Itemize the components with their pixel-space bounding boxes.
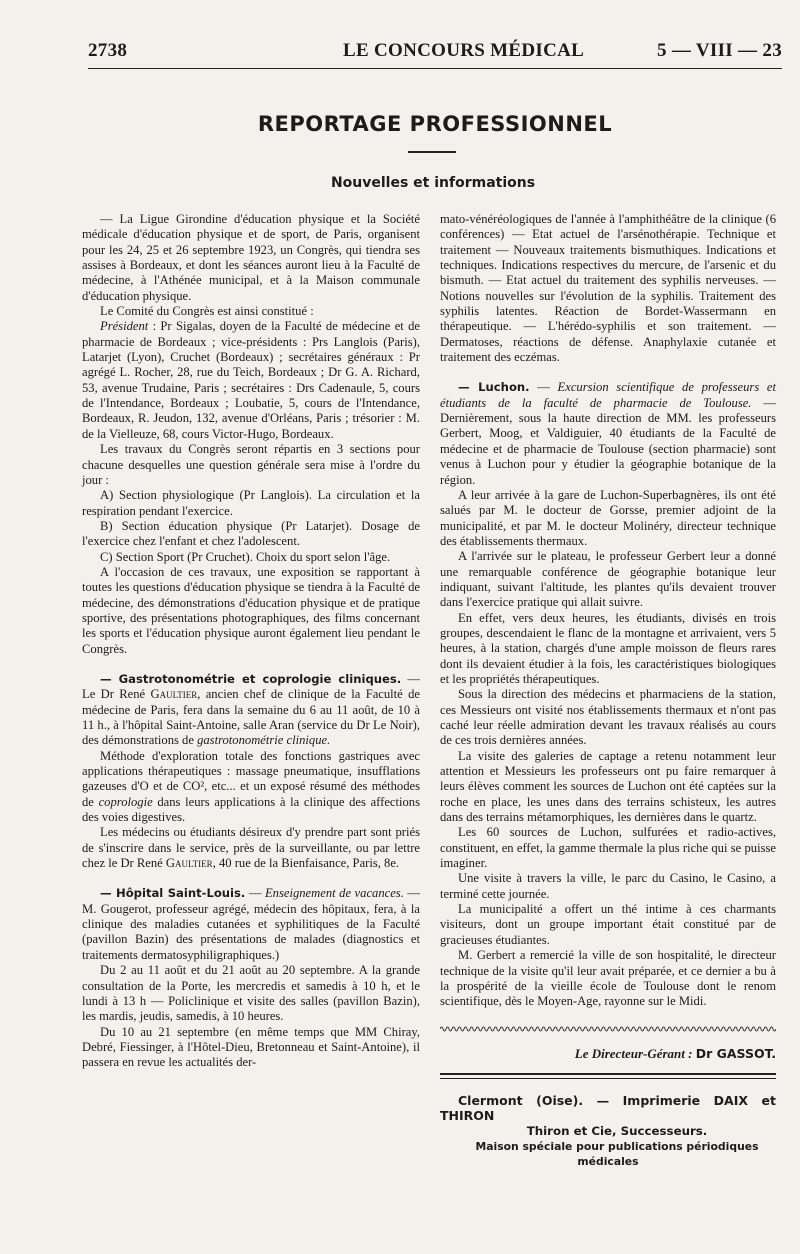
committee-text: : Pr Sigalas, doyen de la Faculté de médecine et de pharmacie de Bordeaux ; vice-présidents : Prs Langlois (Paris), Latarjet (Lyon), Cruchet (Bordeaux) ; secrétaires généraux : Pr agrégé L. Rocher, 28, rue du Teich, Bordeaux ; Dr G. A. Richard, 53, avenue Trudaine, Paris ; secrétaires : Drs Cadenaule, 5, cours de l'Intendance, Bordeaux ; Loubatie, 5, cours de l'Intendance, Bordeaux, R. Jeudon, 132, avenue d'Orléans, Paris ; trésorier : M. de la Vielleuze, 68, cours Victor-Hugo, Bordeaux.: [82, 319, 420, 441]
stlouis-continuation: mato-vénéréologiques de l'année à l'amphithéâtre de la clinique (6 conférences) — Etat actuel de l'arsénothérapie. Technique et traitement — Nouveaux traitements bismuthiques. Indications et techniques. Indications respectives du mercure, de l'arsenic et du bismuth. — Etat actuel du traitement des syphilis nerveuses. — Notions nouvelles sur l'évolution de la syphilis. Traitement des syphilis latentes. Réaction de Bordet-Wassermann en thérapeutique. — L'hérédo-syphilis et son traitement. — Dermatoses, réactions de défense. Anaphylaxie cutanée et traitement des eczémas.: [440, 212, 776, 365]
printer-line: Clermont (Oise). — Imprimerie DAIX et THIRON: [440, 1092, 776, 1124]
spacer: [82, 871, 420, 886]
congress-paragraph-8: A l'occasion de ces travaux, une exposition se rapportant à toutes les questions d'éducation physique se tiendra à la Faculté de médecine, des démonstrations d'éducation physique et de pratique sportive, des présentations photographiques, des films concernant les sports et l'éducation physique auront également lieu pendant le Congrès.: [82, 564, 420, 656]
section-title: REPORTAGE PROFESSIONNEL: [257, 112, 613, 136]
luchon-emphasis: Excursion scientifique de professeurs et étudiants de la faculté de pharmacie de Toulouse.: [440, 380, 777, 410]
luchon-paragraph-7: Les 60 sources de Luchon, sulfurées et radio-actives, constituent, en effet, la gamme thermale la plus riche qui se puisse imaginer.: [440, 825, 776, 871]
gastro-text-a: — Le Dr René: [82, 671, 420, 702]
congress-committee: [82, 319, 420, 442]
printer-specialty: Maison spéciale pour publications périodiques médicales: [475, 1139, 759, 1169]
luchon-text: — Dernièrement, sous la haute direction de MM. les professeurs Gerbert, Moog, et Valdiguier, 40 étudiants de la Faculté de médecine et de pharmacie de Toulouse (section pharmacie) sont venus à Luchon pour y étudier la géographie botanique de la région.: [440, 395, 776, 487]
director-label: Le Directeur-Gérant :: [574, 1045, 696, 1061]
gastro-paragraph-3: [82, 825, 420, 871]
right-column: [440, 212, 776, 1170]
congress-paragraph-2: Le Comité du Congrès est ainsi constitué :: [100, 304, 314, 319]
dash-separator: —: [529, 380, 558, 395]
luchon-paragraph-4: En effet, vers deux heures, les étudiants, divisés en trois groupes, descendaient le flanc de la montagne et arrivaient, vers 5 heures, à la station, chargés d'une ample moisson de fleurs rares dont ils devaient étudier à la fois, les caractéristiques biologiques et les propriétés thérapeutiques.: [440, 610, 776, 686]
section-c: C) Section Sport (Pr Cruchet). Choix du sport selon l'âge.: [100, 549, 391, 564]
congress-paragraph-1: — La Ligue Girondine d'éducation physique et la Société médicale d'éducation physique et de sport, de Paris, organisent pour les 24, 25 et 26 septembre 1923, un Congrès, qui tiendra ses assises à Bordeaux, et dont les séances auront lieu à la Faculté de médecine, à l'Athénée municipal, et à la Maison communale d'éducation physique.: [82, 212, 420, 303]
section-a: A) Section physiologique (Pr Langlois). La circulation et la respiration pendant l'exercice.: [82, 488, 420, 518]
stlouis-text: — M. Gougerot, professeur agrégé, médecin des hôpitaux, fera, à la clinique des maladies cutanées et syphilitiques de la Faculté (pavillon Bazin) des présentations de malades (diagnostics et traitements dermatosyphiligraphiques.): [82, 886, 420, 962]
author-name: Gaultier: [150, 687, 198, 702]
gastro-text-b: , ancien chef de clinique de la Faculté de médecine de Paris, fera dans la semaine du 6 au 11 août, de 10 à 11 h., à l'hôpital Saint-Antoine, salle Aran (service du Dr Le Noir), des démonstrations de: [82, 687, 420, 748]
running-head: [88, 40, 782, 66]
gastro-method-text: Méthode d'exploration totale des fonctions gastriques avec applications thérapeutiques : massage pneumatique, insufflations gazeuses d'O et de CO², etc... et un exposé résumé des méthodes de: [82, 748, 420, 809]
gastro-paragraph-2: [82, 749, 420, 826]
stlouis-heading: — Hôpital Saint-Louis.: [100, 886, 246, 901]
luchon-paragraph-3: A l'arrivée sur le plateau, le professeur Gerbert leur a donné une remarquable conférence de géographie botanique leur indiquant, suivant l'altitude, les plantes qu'ils devaient trouver dans l'exercice pratique qui allait suivre.: [440, 549, 776, 610]
director-name: Dr GASSOT.: [695, 1045, 776, 1061]
coprologie-emphasis: coprologie: [98, 794, 153, 809]
gastro-address: , 40 rue de la Bienfaisance, Paris, 8e.: [212, 856, 400, 871]
author-name: Gaultier: [165, 856, 213, 871]
stlouis-paragraph-3: Du 10 au 21 septembre (en même temps que MM Chiray, Debré, Fiessinger, à l'Hôtel-Dieu, Bretonneau et Saint-Antoine), il passera en revue les actualités der-: [82, 1024, 420, 1070]
stlouis-paragraph-1: [82, 886, 420, 963]
gastro-paragraph-1: [82, 672, 420, 749]
luchon-heading: — Luchon.: [458, 380, 530, 395]
luchon-paragraph-9: La municipalité a offert un thé intime à ces charmants visiteurs, dont un groupe important était constitué par de gracieuses étudiantes.: [440, 902, 776, 947]
stlouis-paragraph-2: Du 2 au 11 août et du 21 août au 20 septembre. A la grande consultation de la Porte, les mercredis et samedis à 10 h, et le lundi à 13 h — Policlinique et visite des salles (pavillon Bazin), les mardis, jeudis, samedis, à 10 heures.: [82, 963, 420, 1024]
congress-paragraph-4: Les travaux du Congrès seront répartis en 3 sections pour chacune desquelles une question générale sera mise à l'ordre du jour :: [82, 442, 420, 487]
issue-date: 5 — VIII — 23: [657, 40, 782, 61]
wavy-divider: [440, 1024, 776, 1034]
section-subtitle: Nouvelles et informations: [330, 175, 536, 191]
stlouis-emphasis: Enseignement de vacances.: [264, 886, 404, 901]
gastro-method-text-end: dans leurs applications à la clinique des affections des voies digestives.: [82, 794, 420, 825]
gastro-register-text: Les médecins ou étudiants désireux d'y prendre part sont priés de s'inscrire dans le service, près de la surveillante, ou par lettre chez le Dr René: [82, 825, 420, 871]
luchon-paragraph-10: M. Gerbert a remercié la ville de son hospitalité, le directeur technique de la visite qu'il leur avait préparée, et ce dernier a bu à la prospérité de la vieille école de Toulouse dont le renom scientifique, dès le Moyen-Age, rayonne sur le Midi.: [440, 948, 776, 1009]
luchon-paragraph-6: La visite des galeries de captage a retenu notamment leur attention et Messieurs les professeurs ont pu faire remarquer à leurs élèves comment les sources de Luchon ont été captées sur la roche en place, les unes dans des terrains schisteux, les autres dans des terrains métamorphiques, les dernières dans le quartz.: [440, 748, 776, 825]
president-label: Président: [100, 319, 149, 334]
double-rule: [440, 1073, 776, 1079]
gastro-heading: — Gastrotonométrie et coprologie cliniques.: [100, 671, 402, 686]
luchon-paragraph-5: Sous la direction des médecins et pharmaciens de la station, ces Messieurs ont visité nos établissements thermaux et n'ont pas caché leur réelle admiration devant les travaux réalisés au cours de ces trois dernières années.: [440, 687, 776, 748]
luchon-paragraph-8: Une visite à travers la ville, le parc du Casino, le Casino, a terminé cette journée.: [440, 871, 776, 901]
title-underline: [408, 151, 456, 153]
spacer: [440, 365, 776, 380]
left-column: [82, 212, 420, 1071]
luchon-paragraph-1: [440, 380, 776, 487]
luchon-paragraph-2: A leur arrivée à la gare de Luchon-Superbagnères, ils ont été salués par M. le docteur de Gorsse, premier adjoint de la municipalité, et par M. le docteur Molinéry, directeur technique des établissements thermaux.: [440, 487, 776, 548]
director-signature: [440, 1046, 776, 1061]
spacer: [82, 657, 420, 672]
section-b: B) Section éducation physique (Pr Latarjet). Dosage de l'exercice chez l'enfant et chez l'adolescent.: [82, 518, 420, 549]
journal-title: LE CONCOURS MÉDICAL: [343, 40, 585, 61]
gastro-emphasis: gastrotonométrie clinique.: [197, 733, 331, 748]
page-number: 2738: [88, 40, 128, 61]
header-rule: [88, 68, 782, 69]
printer-successors: Thiron et Cie, Successeurs.: [526, 1123, 708, 1138]
dash-separator: —: [245, 886, 265, 901]
